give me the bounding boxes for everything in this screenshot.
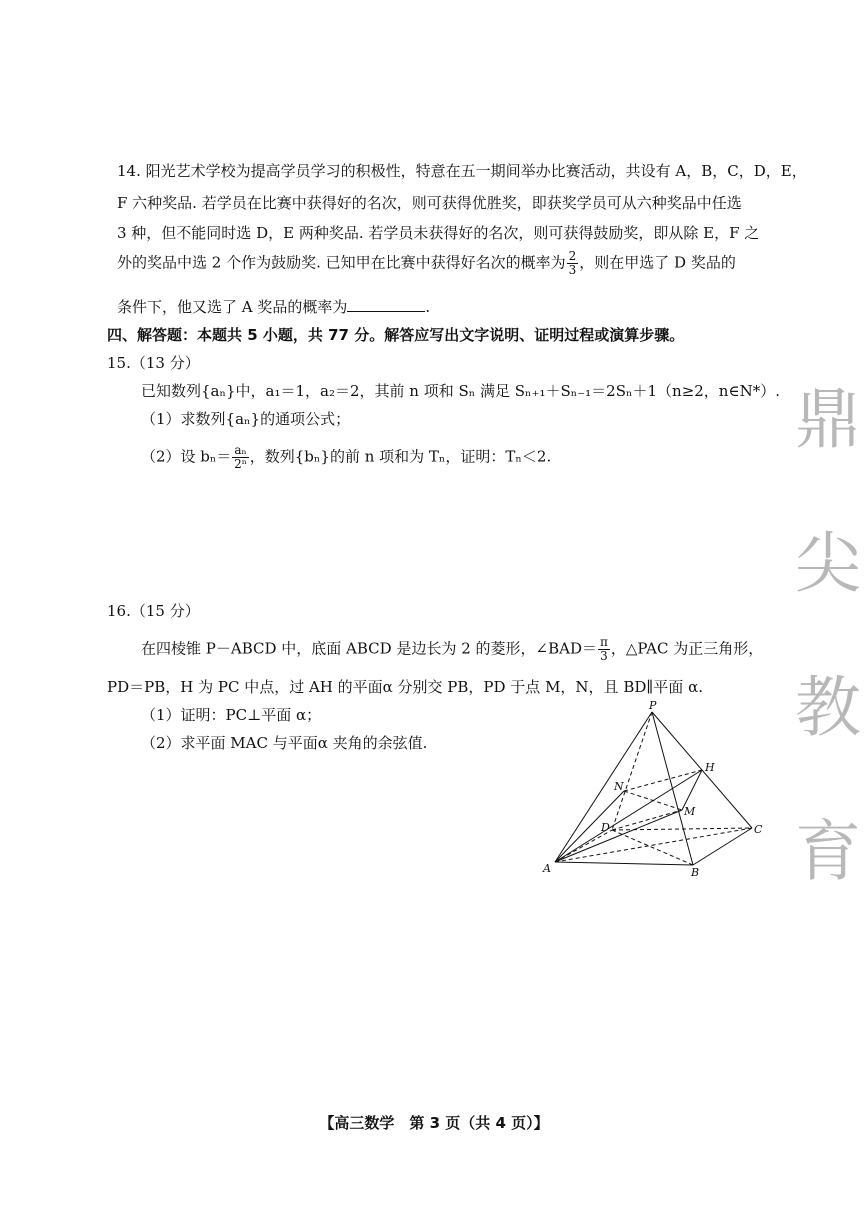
probability-fraction bbox=[567, 250, 579, 277]
q15-part-1: （1）求数列{aₙ}的通项公式； bbox=[141, 410, 351, 428]
diagonal-bd bbox=[612, 830, 693, 865]
label-m: M bbox=[684, 805, 696, 818]
watermark-char-2: 尖 bbox=[795, 525, 861, 602]
label-a: A bbox=[543, 862, 551, 875]
b-n-fraction bbox=[232, 444, 248, 471]
q16-part-1: （1）证明：PC⊥平面 α； bbox=[141, 706, 322, 724]
probability-numerator: 2 bbox=[568, 249, 577, 263]
q15-part-2-post: ，数列{bₙ}的前 n 项和为 Tₙ，证明：Tₙ＜2. bbox=[249, 447, 552, 466]
watermark-char-1: 鼎 bbox=[795, 381, 861, 458]
q15-header: 15.（13 分） bbox=[107, 354, 200, 372]
label-d: D bbox=[601, 821, 610, 834]
diagonal-ac bbox=[555, 828, 752, 862]
pyramid-figure bbox=[540, 700, 770, 880]
angle-denominator: 3 bbox=[600, 649, 608, 663]
q16-part-2: （2）求平面 MAC 与平面α 夹角的余弦值. bbox=[141, 734, 428, 752]
q14-line-5-pre: 条件下，他又选了 A 奖品的概率为 bbox=[117, 298, 348, 316]
q16-header: 16.（15 分） bbox=[107, 602, 200, 620]
b-n-numerator: aₙ bbox=[234, 443, 247, 457]
angle-fraction bbox=[598, 636, 610, 663]
q14-line-1: 14. 阳光艺术学校为提高学员学习的积极性，特意在五一期间举办比赛活动，共设有 A，B，C，D，E， bbox=[117, 162, 807, 180]
watermark-char-3: 教 bbox=[795, 669, 861, 746]
answer-blank bbox=[347, 297, 425, 312]
q14-line-4-post: ，则在甲选了 D 奖品的 bbox=[579, 253, 736, 272]
q14-line-4 bbox=[117, 250, 736, 277]
q16-line-1 bbox=[141, 636, 763, 663]
q14-line-5 bbox=[117, 296, 430, 317]
q14-line-5-post: . bbox=[425, 298, 431, 316]
label-h: H bbox=[705, 761, 715, 774]
edge-dc bbox=[612, 828, 752, 830]
label-n: N bbox=[614, 780, 624, 793]
q14-line-2: F 六种奖品. 若学员在比赛中获得好的名次，则可获得优胜奖，即获奖学员可从六种奖品中任选 bbox=[117, 194, 742, 212]
q14-line-4-pre: 外的奖品中选 2 个作为鼓励奖. 已知甲在比赛中获得好名次的概率为 bbox=[117, 253, 566, 272]
watermark-char-4: 育 bbox=[795, 813, 861, 890]
q15-stem: 已知数列{aₙ}中，a₁＝1，a₂＝2，其前 n 项和 Sₙ 满足 Sₙ₊₁＋Sₙ₋₁＝2Sₙ＋1（n≥2，n∈N*）. bbox=[141, 382, 780, 400]
segment-nh bbox=[624, 770, 702, 791]
probability-denominator: 3 bbox=[568, 263, 577, 277]
q16-line-2: PD＝PB，H 为 PC 中点，过 AH 的平面α 分别交 PB，PD 于点 M，N，且 BD∥平面 α. bbox=[107, 678, 703, 696]
edge-ab bbox=[555, 862, 693, 865]
label-b: B bbox=[691, 866, 700, 879]
segment-nm bbox=[624, 791, 682, 810]
q15-part-2 bbox=[141, 444, 551, 471]
label-c: C bbox=[754, 823, 763, 836]
q16-line-1-pre: 在四棱锥 P－ABCD 中，底面 ABCD 是边长为 2 的菱形，∠BAD＝ bbox=[141, 639, 597, 658]
label-p: P bbox=[649, 700, 657, 712]
q14-line-3: 3 种，但不能同时选 D，E 两种奖品. 若学员未获得好的名次，则可获得鼓励奖，即从除 E，F 之 bbox=[117, 224, 760, 242]
b-n-denominator: 2ⁿ bbox=[234, 457, 247, 471]
segment-am bbox=[555, 810, 682, 862]
page-footer: 【高三数学 第 3 页（共 4 页）】 bbox=[319, 1114, 549, 1132]
edge-pd bbox=[612, 712, 652, 830]
section-heading: 四、解答题：本题共 5 小题，共 77 分。解答应写出文字说明、证明过程或演算步骤。 bbox=[107, 326, 685, 344]
angle-numerator: π bbox=[599, 635, 608, 649]
q15-part-2-pre: （2）设 bₙ＝ bbox=[141, 447, 232, 466]
q16-line-1-post: ，△PAC 为正三角形， bbox=[610, 639, 764, 658]
